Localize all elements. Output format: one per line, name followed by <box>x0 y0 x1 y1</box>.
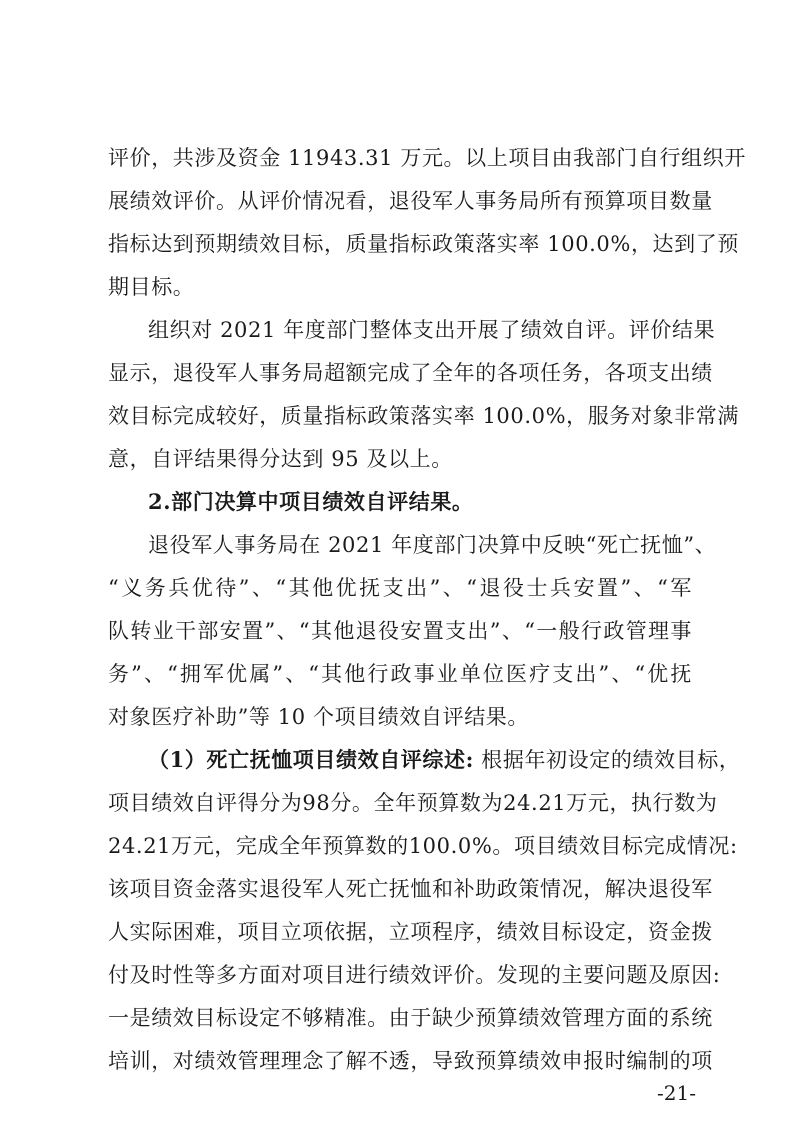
text-line: 项目绩效自评得分为98分。全年预算数为24.21万元，执行数为 <box>108 791 718 815</box>
text-line: 退役军人事务局在 2021 年度部门决算中反映“死亡抚恤”、 <box>148 533 717 557</box>
section-heading: 2.部门决算中项目绩效自评结果。 <box>148 489 474 514</box>
subsection-heading: （1）死亡抚恤项目绩效自评综述: <box>148 747 474 772</box>
text-line: 效目标完成较好，质量指标政策落实率 100.0%，服务对象非常满 <box>108 404 739 428</box>
text-line: 显示，退役军人事务局超额完成了全年的各项任务，各项支出绩 <box>108 361 713 385</box>
text-line: 展绩效评价。从评价情况看，退役军人事务局所有预算项目数量 <box>108 189 713 213</box>
page-number: -21- <box>657 1081 696 1105</box>
text-line: 付及时性等多方面对项目进行绩效评价。发现的主要问题及原因: <box>108 963 721 987</box>
text-line: 指标达到预期绩效目标，质量指标政策落实率 100.0%，达到了预 <box>108 232 739 256</box>
text-line: 该项目资金落实退役军人死亡抚恤和补助政策情况，解决退役军 <box>108 877 713 901</box>
text-line <box>148 741 741 779</box>
text-line: 意，自评结果得分达到 95 及以上。 <box>108 447 453 471</box>
text-line: 队转业干部安置”、“其他退役安置支出”、“一般行政管理事 <box>108 619 692 643</box>
text-line: 培训，对绩效管理理念了解不透，导致预算绩效申报时编制的项 <box>108 1049 713 1073</box>
text-line: 评价，共涉及资金 11943.31 万元。以上项目由我部门自行组织开 <box>108 146 746 170</box>
text-line: 一是绩效目标设定不够精准。由于缺少预算绩效管理方面的系统 <box>108 1006 713 1030</box>
text-line: 组织对 2021 年度部门整体支出开展了绩效自评。评价结果 <box>148 318 716 342</box>
text-line: 人实际困难，项目立项依据，立项程序，绩效目标设定，资金拨 <box>108 920 713 944</box>
text-line: 对象医疗补助”等 10 个项目绩效自评结果。 <box>108 705 530 729</box>
text-line: 24.21万元，完成全年预算数的100.0%。项目绩效目标完成情况: <box>108 834 738 858</box>
text-line: “义务兵优待”、“其他优抚支出”、“退役士兵安置”、“军 <box>108 576 692 600</box>
text-line-continuation: 根据年初设定的绩效目标， <box>473 748 741 772</box>
text-line: 期目标。 <box>108 275 195 299</box>
text-line: 务”、“拥军优属”、“其他行政事业单位医疗支出”、“优抚 <box>108 662 692 686</box>
